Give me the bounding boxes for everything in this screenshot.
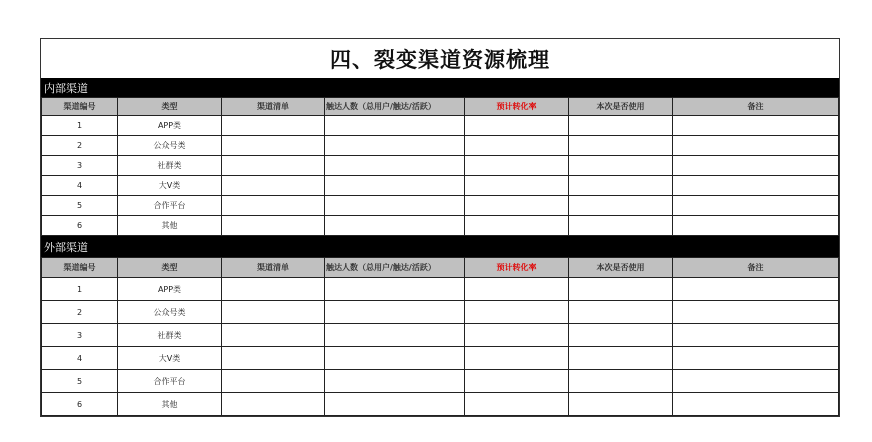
- header-row: [42, 258, 839, 278]
- cell-note[interactable]: [673, 116, 839, 136]
- col-header-rate: 预计转化率: [465, 98, 569, 116]
- table-row: [42, 393, 839, 416]
- cell-rate[interactable]: [465, 278, 569, 301]
- cell-id[interactable]: 2: [42, 136, 118, 156]
- cell-note[interactable]: [673, 176, 839, 196]
- col-header-used: 本次是否使用: [569, 258, 673, 278]
- cell-id[interactable]: 3: [42, 324, 118, 347]
- cell-list[interactable]: [222, 370, 325, 393]
- cell-type[interactable]: 其他: [118, 216, 222, 236]
- cell-reach[interactable]: [325, 347, 465, 370]
- col-header-used: 本次是否使用: [569, 98, 673, 116]
- cell-rate[interactable]: [465, 216, 569, 236]
- cell-used[interactable]: [569, 301, 673, 324]
- cell-id[interactable]: 6: [42, 393, 118, 416]
- cell-list[interactable]: [222, 116, 325, 136]
- col-header-note: 备注: [673, 258, 839, 278]
- cell-reach[interactable]: [325, 393, 465, 416]
- cell-list[interactable]: [222, 324, 325, 347]
- col-header-reach: 触达人数（总用户/触达/活跃）: [325, 98, 465, 116]
- cell-rate[interactable]: [465, 176, 569, 196]
- table-row: [42, 278, 839, 301]
- col-header-list: 渠道清单: [222, 98, 325, 116]
- cell-reach[interactable]: [325, 156, 465, 176]
- cell-list[interactable]: [222, 136, 325, 156]
- cell-rate[interactable]: [465, 301, 569, 324]
- cell-rate[interactable]: [465, 136, 569, 156]
- cell-note[interactable]: [673, 370, 839, 393]
- cell-rate[interactable]: [465, 347, 569, 370]
- cell-note[interactable]: [673, 196, 839, 216]
- table-row: [42, 196, 839, 216]
- col-header-list: 渠道清单: [222, 258, 325, 278]
- cell-type[interactable]: 大V类: [118, 176, 222, 196]
- cell-used[interactable]: [569, 324, 673, 347]
- cell-id[interactable]: 5: [42, 370, 118, 393]
- cell-list[interactable]: [222, 301, 325, 324]
- cell-id[interactable]: 3: [42, 156, 118, 176]
- cell-list[interactable]: [222, 196, 325, 216]
- cell-rate[interactable]: [465, 196, 569, 216]
- cell-used[interactable]: [569, 136, 673, 156]
- cell-type[interactable]: 其他: [118, 393, 222, 416]
- cell-used[interactable]: [569, 156, 673, 176]
- cell-reach[interactable]: [325, 196, 465, 216]
- table-row: [42, 347, 839, 370]
- cell-id[interactable]: 1: [42, 278, 118, 301]
- cell-list[interactable]: [222, 278, 325, 301]
- cell-rate[interactable]: [465, 393, 569, 416]
- table-row: [42, 370, 839, 393]
- header-row: [42, 98, 839, 116]
- section-external-channels: 外部渠道: [41, 236, 839, 257]
- external-channels-table: [41, 257, 839, 416]
- cell-note[interactable]: [673, 324, 839, 347]
- col-header-id: 渠道编号: [42, 98, 118, 116]
- cell-type[interactable]: 公众号类: [118, 301, 222, 324]
- cell-used[interactable]: [569, 196, 673, 216]
- cell-note[interactable]: [673, 136, 839, 156]
- cell-id[interactable]: 4: [42, 176, 118, 196]
- cell-used[interactable]: [569, 393, 673, 416]
- cell-type[interactable]: 大V类: [118, 347, 222, 370]
- cell-used[interactable]: [569, 370, 673, 393]
- cell-reach[interactable]: [325, 324, 465, 347]
- table-row: [42, 156, 839, 176]
- internal-channels-table: [41, 97, 839, 236]
- col-header-id: 渠道编号: [42, 258, 118, 278]
- cell-used[interactable]: [569, 116, 673, 136]
- cell-reach[interactable]: [325, 301, 465, 324]
- cell-type[interactable]: APP类: [118, 278, 222, 301]
- cell-type[interactable]: 公众号类: [118, 136, 222, 156]
- table-row: [42, 216, 839, 236]
- section-internal-channels: 内部渠道: [41, 78, 839, 97]
- cell-reach[interactable]: [325, 136, 465, 156]
- cell-reach[interactable]: [325, 216, 465, 236]
- cell-type[interactable]: APP类: [118, 116, 222, 136]
- cell-list[interactable]: [222, 393, 325, 416]
- cell-note[interactable]: [673, 156, 839, 176]
- cell-note[interactable]: [673, 393, 839, 416]
- cell-list[interactable]: [222, 216, 325, 236]
- cell-list[interactable]: [222, 176, 325, 196]
- cell-reach[interactable]: [325, 278, 465, 301]
- cell-used[interactable]: [569, 278, 673, 301]
- cell-note[interactable]: [673, 278, 839, 301]
- cell-type[interactable]: 合作平台: [118, 370, 222, 393]
- cell-used[interactable]: [569, 347, 673, 370]
- cell-rate[interactable]: [465, 370, 569, 393]
- cell-note[interactable]: [673, 301, 839, 324]
- cell-type[interactable]: 社群类: [118, 156, 222, 176]
- cell-note[interactable]: [673, 216, 839, 236]
- table-row: [42, 176, 839, 196]
- col-header-rate: 预计转化率: [465, 258, 569, 278]
- cell-reach[interactable]: [325, 116, 465, 136]
- col-header-note: 备注: [673, 98, 839, 116]
- cell-note[interactable]: [673, 347, 839, 370]
- cell-type[interactable]: 合作平台: [118, 196, 222, 216]
- cell-reach[interactable]: [325, 370, 465, 393]
- cell-rate[interactable]: [465, 156, 569, 176]
- cell-type[interactable]: 社群类: [118, 324, 222, 347]
- cell-used[interactable]: [569, 176, 673, 196]
- cell-reach[interactable]: [325, 176, 465, 196]
- cell-used[interactable]: [569, 216, 673, 236]
- cell-id[interactable]: 6: [42, 216, 118, 236]
- cell-id[interactable]: 1: [42, 116, 118, 136]
- col-header-type: 类型: [118, 98, 222, 116]
- cell-rate[interactable]: [465, 116, 569, 136]
- cell-id[interactable]: 4: [42, 347, 118, 370]
- cell-id[interactable]: 5: [42, 196, 118, 216]
- col-header-reach: 触达人数（总用户/触达/活跃）: [325, 258, 465, 278]
- cell-id[interactable]: 2: [42, 301, 118, 324]
- table-row: [42, 324, 839, 347]
- page-title: 四、裂变渠道资源梳理: [330, 47, 550, 72]
- col-header-type: 类型: [118, 258, 222, 278]
- cell-list[interactable]: [222, 156, 325, 176]
- cell-list[interactable]: [222, 347, 325, 370]
- spreadsheet: [40, 38, 840, 417]
- cell-rate[interactable]: [465, 324, 569, 347]
- table-row: [42, 136, 839, 156]
- table-row: [42, 301, 839, 324]
- table-row: [42, 116, 839, 136]
